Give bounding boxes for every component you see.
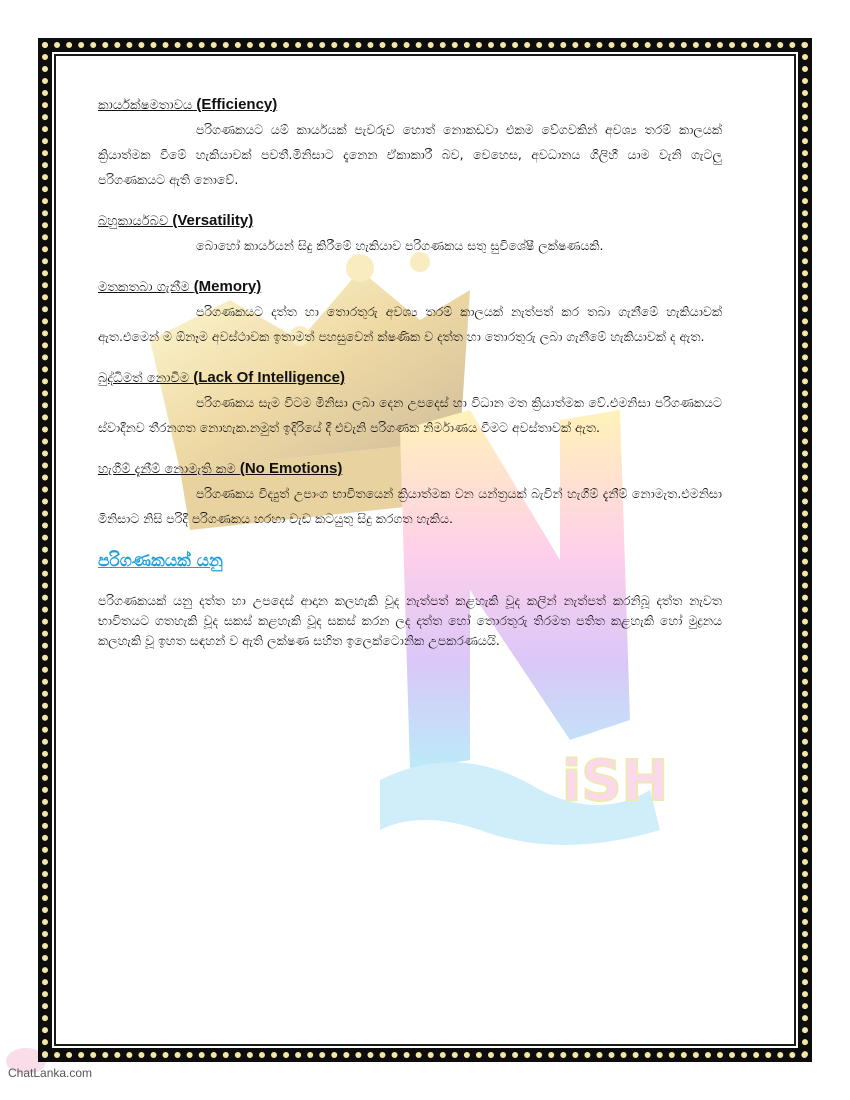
section-lack-of-intelligence bbox=[98, 369, 722, 440]
section-heading bbox=[98, 96, 722, 113]
heading-sinhala: හැගීම් දැනීම් නොමැති කම bbox=[98, 462, 240, 477]
definition-title: පරිගණකයක් යනු bbox=[98, 551, 223, 571]
document-content bbox=[98, 96, 722, 651]
ish-watermark-text: iSH bbox=[562, 749, 669, 814]
section-paragraph: පරිගණකය විද්‍යුත් උපාංග භාවිතයෙන් ක්‍රියාත්මක වන යන්ත්‍රයක් බැවින් හැගීම් දැනීම් නොමැත.එමනිසා මිනිසාට නිසි පරිදී පරිගණකය හරහා වැඩ කටයුතු සිදු කරගත හැකිය. bbox=[98, 486, 722, 526]
heading-english: (Lack Of Intelligence) bbox=[193, 369, 345, 386]
heading-sinhala: කාර්යක්ෂමතාවය bbox=[98, 98, 197, 113]
section-heading bbox=[98, 212, 722, 229]
section-paragraph: පරිගණකයට යම් කාර්යයක් පැවරුව හොත් නොකඩවා එකම වේගවකින් අවශ්‍ය තරම් කාලයක් ක්‍රියාත්මක වීමේ හැකියාවක් පවතී.මිනිසාට දැනෙන ඒකාකාරී බව, වෙහෙස, අවධානය ගිලිහී යාම වැනි ගැටලු පරිගණකයට ඇති නොවේ. bbox=[98, 122, 722, 187]
definition-paragraph: පරිගණකයක් යනු දත්ත හා උපදෙස් ආදාන කලහැකි වූද නැත්පත් කළහැකි වූද කලින් නැත්පත් කරනිබූ දත්ත නැවත භාවිතයට ගතහැකි වූද සකස් කළහැකි වූද සකස් කරන ලද දත්ත හෝ තොරතුරු තිරමත පතිත කළහැකි හෝ මුද්‍රනය කලහැකි වූ ඉහත සඳහන් ව ඇති ලක්ෂණ සහිත ඉලෙක්ටොනික උපකරණයයි. bbox=[98, 593, 722, 648]
heading-english: (Efficiency) bbox=[196, 96, 278, 113]
heading-sinhala: මතකතබා ගැනීම bbox=[98, 280, 194, 295]
heading-english: (Memory) bbox=[193, 278, 262, 295]
heading-english: (Versatility) bbox=[172, 212, 254, 229]
heading-english: (No Emotions) bbox=[239, 460, 343, 477]
section-heading bbox=[98, 369, 722, 386]
logo-text: ChatLanka.com bbox=[8, 1066, 93, 1080]
section-paragraph: බොහෝ කාර්යයන් සිදු කිරීමේ හැකියාව පරිගණකය සතු සුවිශේෂී ලක්ෂණයකි. bbox=[196, 238, 604, 253]
section-versatility bbox=[98, 212, 722, 258]
section-paragraph: පරිගණකය සැම විටම මිනිසා ලබා දෙන උපදෙස් හා විධාන මත ක්‍රියාත්මක වේ.එමනිසා පරිගණකයට ස්වාදීනව තීරනගත නොහැක.නමුත් ඉදිරියේ දී එවැනි පරිගණක නිර්මාණය වීමට අවස්තාවක් ඇත. bbox=[98, 395, 722, 435]
heading-sinhala: බහුකාර්යබව bbox=[98, 214, 173, 229]
section-memory bbox=[98, 278, 722, 349]
section-heading bbox=[98, 460, 722, 477]
section-heading bbox=[98, 278, 722, 295]
heading-sinhala: බුද්ධිමත් නොවීම bbox=[98, 371, 194, 386]
section-no-emotions bbox=[98, 460, 722, 531]
chatlanka-logo bbox=[8, 1066, 92, 1080]
section-paragraph: පරිගණකයට දත්ත හා තොරතුරු අවශ්‍ය තරම් කාලයක් නැත්පත් කර තබා ගැනීමේ හැකියාවක් ඇත.එමෙන් ම ඕනෑම අවස්ථාවක ඉතාමත් පහසුවෙන් ක්ෂණික ව දත්ත හා තොරතුරු ලබා ගැනීමේ හැකියාවක් ද ඇත. bbox=[98, 304, 722, 344]
section-efficiency bbox=[98, 96, 722, 192]
